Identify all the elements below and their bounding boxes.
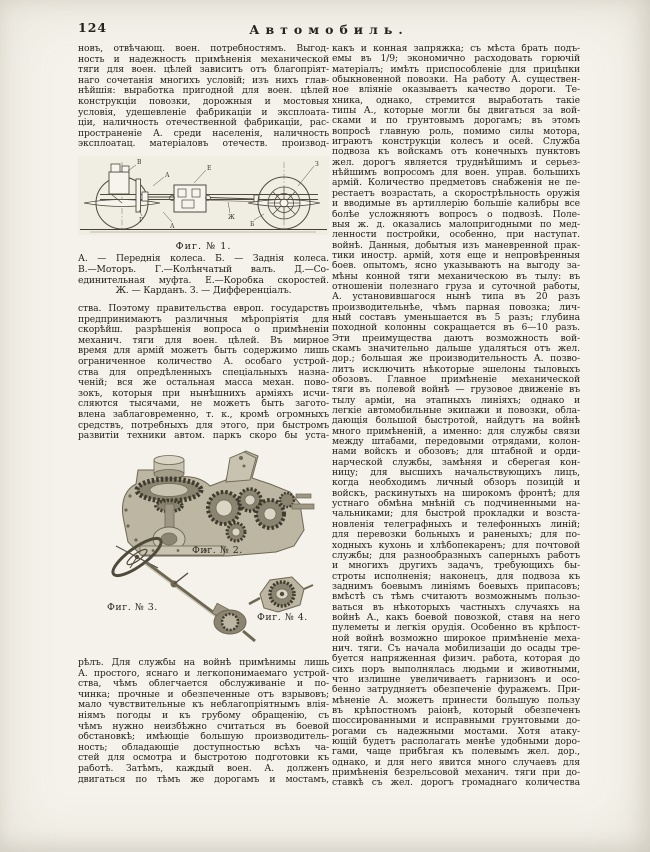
text-line: нарческой службы, замѣняя и сберегая кон- xyxy=(332,457,580,468)
text-line: рестаетъ возрастать, а скорострѣльность оружія xyxy=(332,188,580,199)
text-line: и многихъ другихъ задачъ, требующихъ бы- xyxy=(332,561,580,572)
text-line: однако, и для него явится много случаевъ для xyxy=(332,757,580,768)
text-line: емы въ 1/9; экономично расходовать горючій xyxy=(332,54,580,65)
fig1-chassis-drawing xyxy=(78,156,329,238)
right-column xyxy=(332,44,580,789)
text-line: войскъ, раскинутыхъ на широкомъ фронтѣ; для xyxy=(332,488,580,499)
text-line: рогами съ надежными мостами. Хотя атаку- xyxy=(332,726,580,737)
text-line: ницу; для высшихъ начальствующихъ лицъ, xyxy=(332,468,580,479)
text-line: боев. опытомъ, ясно указываютъ на выгоду за- xyxy=(332,261,580,272)
text-line: войнѣ. Данныя, добытыя изъ маневренной прак- xyxy=(332,240,580,251)
fig1-mark-rear-wheel: Б xyxy=(250,221,255,228)
fig1-caption xyxy=(78,254,329,297)
text-line: мало чувствительные къ неблагопріятнымъ влія- xyxy=(78,700,329,711)
text-line: матеріалъ; имѣть приспособленіе для прицѣпки xyxy=(332,64,580,75)
text-line: подвоза къ войскамъ отъ конечныхъ пунктовъ xyxy=(332,147,580,158)
text-line: ленности постройки, особенно, при наступат. xyxy=(332,230,580,241)
text-line: новленія телеграфныхъ и телефонныхъ линій; xyxy=(332,519,580,530)
figure-1 xyxy=(78,156,329,238)
text-line: что излишне увеличиваетъ гарнизонъ и осо- xyxy=(332,674,580,685)
text-line: ющій будетъ располагать менѣе удобными доро- xyxy=(332,737,580,748)
text-line: нѣйшія: выработка пригодной для воен. цѣлей xyxy=(78,86,329,97)
text-line: чальниками; для быстрой прокладки и возста- xyxy=(332,509,580,520)
text-line: ства. Поэтому правительства европ. государствъ xyxy=(78,304,329,314)
text-line: сляются тысячами, не можетъ быть загото- xyxy=(78,399,329,410)
text-line: тяги для воен. цѣлей зависитъ отъ благопріят- xyxy=(78,65,329,76)
text-line: А. — Переднія колеса. Б. — Заднія колеса. xyxy=(78,254,329,264)
text-line: устнаго обмѣна мнѣній съ подчиненными на- xyxy=(332,499,580,510)
running-title: Автомобиль. xyxy=(249,22,409,37)
text-line: пулеметы и легкія орудія. Особенно въ крѣпост- xyxy=(332,623,580,634)
text-line: вопросѣ главную роль, помимо силы мотора, xyxy=(332,126,580,137)
page-number: 124 xyxy=(78,20,108,35)
text-line: нѣйшимъ вопросомъ для воен. управ. большихъ xyxy=(332,168,580,179)
text-line: для перевозки больныхъ и раненыхъ; для по- xyxy=(332,530,580,541)
text-line: чѣмъ нужно неизбѣжно считаться въ боевой xyxy=(78,721,329,732)
text-line: мѣненіе А. можетъ принести большую пользу xyxy=(332,695,580,706)
text-line: буется напряженная физич. работа, которая до xyxy=(332,654,580,665)
text-line: время для армій можетъ быть содержимо лишь xyxy=(78,346,329,357)
text-line: тики иностр. армій, хотя еще и непровѣренныя xyxy=(332,250,580,261)
text-line: войнѣ А., какъ боевой повозкой, ставя на него xyxy=(332,612,580,623)
fig1-mark-cardan: Ж xyxy=(228,214,235,221)
text-line: какъ и конная запряжка; съ мѣста брать подъ- xyxy=(332,44,580,54)
text-line: шоссированными и исправными грунтовыми до- xyxy=(332,716,580,727)
text-line: выя ж. д. оказались малопригодными по мед- xyxy=(332,219,580,230)
fig4-caption: Фиг. № 4. xyxy=(257,612,308,623)
text-line: строты исполненія; наконецъ, для подвоза къ xyxy=(332,571,580,582)
text-line: Ж. — Карданъ. З. — Дифференціалъ. xyxy=(115,286,292,297)
text-line: обозовъ. Главное примѣненіе механической xyxy=(332,375,580,385)
text-line: ность и надежность примѣненія механической xyxy=(78,54,329,65)
left-paragraph-1 xyxy=(78,44,329,150)
text-line: конструкціи повозки, дорожныя и мостовыя xyxy=(78,97,329,108)
fig2-caption: Фиг. № 2. xyxy=(192,545,243,556)
text-line: ніямъ погоды и къ грубому обращенію, съ xyxy=(78,711,329,722)
text-line: скорѣйш. разрѣшенія вопроса о примѣненіи xyxy=(78,325,329,336)
left-paragraph-2 xyxy=(78,304,329,442)
text-line: ное вліяніе оказываетъ качество дороги. Те- xyxy=(332,85,580,96)
text-line: между штабами, передовыми отрядами, колон- xyxy=(332,437,580,448)
text-line: тылу арміи, на этапныхъ линіяхъ; однако и xyxy=(332,395,580,406)
text-line: отношеніи полезнаго груза и суточной работы, xyxy=(332,281,580,292)
text-line: мѣны конной тяги механическою въ тылу: въ xyxy=(332,271,580,282)
text-line: службы; для разнообразныхъ саперныхъ работъ xyxy=(332,550,580,561)
text-line: вмѣстѣ съ тѣмъ считаютъ возможнымъ пользо- xyxy=(332,592,580,603)
text-line: пространеніе А. среди населенія, наличность xyxy=(78,128,329,139)
text-line: много примѣненій, а именно: для службы связи xyxy=(332,426,580,437)
text-line: чинка; прочные и обезпеченные отъ взрывовъ; xyxy=(78,689,329,700)
text-line: ный составъ уменьшается въ 5 разъ; глубина xyxy=(332,312,580,323)
text-line: А. установившагося нынѣ типа въ 20 разъ xyxy=(332,292,580,303)
fig1-mark-motor: В xyxy=(137,159,142,166)
text-line: гами, чаще прибѣгая къ полевымъ жел. дор., xyxy=(332,747,580,758)
text-line: новъ, отвѣчающ. воен. потребностямъ. Выгод- xyxy=(78,44,329,54)
text-line: единительная муфта. Е.—Коробка скоростей. xyxy=(78,275,329,286)
text-line: ства, чѣмъ облегчается обслуживаніе и по- xyxy=(78,679,329,690)
text-line: играютъ конструкціи колесъ и осей. Служба xyxy=(332,137,580,148)
fig1-mark-differential: З xyxy=(315,161,319,168)
left-paragraph-3 xyxy=(78,658,329,785)
text-line: наго сочетанія многихъ условій; изъ нихъ глав- xyxy=(78,75,329,86)
text-line: заднимъ боевымъ линіямъ боевыхъ припасовъ; xyxy=(332,581,580,592)
text-line: ограниченное количество А. особаго устрой- xyxy=(78,357,329,368)
text-line: средствъ, потребныхъ для этого, при быстромъ xyxy=(78,420,329,431)
text-line: скамъ значительно дальше удаляться отъ жел. xyxy=(332,343,580,354)
text-line: сками и по грунтовымъ дорогамъ; въ этомъ xyxy=(332,116,580,127)
text-line: ставкѣ съ жел. дорогъ громаднаго количества xyxy=(332,778,580,789)
fig1-mark-front-wheel: А xyxy=(165,172,170,179)
text-line: производительнѣе, чѣмъ парная повозка; лич- xyxy=(332,302,580,313)
text-line: когда необходимъ личный обзоръ позицій и xyxy=(332,478,580,489)
text-line: ваться въ нѣкоторыхъ частныхъ случаяхъ на xyxy=(332,602,580,613)
text-line: эксплоатац. матеріаловъ отечеств. производ- xyxy=(78,139,329,150)
text-line: типы А., которые могли бы двигаться за вой- xyxy=(332,106,580,117)
text-line: и вводимые въ артиллерію большіе калибры все xyxy=(332,199,580,210)
text-line: ченій; вся же остальная масса механ. пово- xyxy=(78,378,329,389)
text-line: сихъ поръ выполнялась людьми и животными, xyxy=(332,664,580,675)
text-line: нич. тяги. Съ начала мобилизаціи до осады тре- xyxy=(332,643,580,654)
text-line: стей для осмотра и быстротою подготовки къ xyxy=(78,753,329,764)
text-line: ціи, наличность отечественной фабрикаціи, рас- xyxy=(78,118,329,129)
text-line: рѣлъ. Для службы на войнѣ примѣнимы лишь xyxy=(78,658,329,668)
text-line: предпринимаютъ различныя мѣропріятія для xyxy=(78,314,329,325)
text-line: легкіе автомобильные экипажи и повозки, обла- xyxy=(332,406,580,417)
text-line: армій. Количество предметовъ снабженія не пе- xyxy=(332,178,580,189)
text-line: въ крѣпостномъ раіонѣ, который обезпеченъ xyxy=(332,706,580,716)
text-line: двигаться по тѣмъ же дорогамъ и мостамъ, xyxy=(78,774,329,785)
fig1-mark-a2: А xyxy=(170,223,175,230)
text-line: условія, удешевленіе фабрикаціи и эксплоата- xyxy=(78,107,329,118)
text-line: влена заблаговременно, т. к., кромѣ огромныхъ xyxy=(78,410,329,421)
text-line: жел. дорогъ является труднѣйшимъ и серьез- xyxy=(332,157,580,168)
fig1-mark-gearbox: Е xyxy=(207,165,212,172)
text-line: ность; обладающіе доступностью всѣхъ ча- xyxy=(78,742,329,753)
text-line: обыкновенной повозки. На работу А. существен- xyxy=(332,75,580,86)
text-line: дающія большой быстротой, найдутъ на войнѣ xyxy=(332,416,580,427)
fig1-title: Фиг. № 1. xyxy=(175,241,232,252)
text-line: ходныхъ кухонь и хлѣбопекаренъ; для почтовой xyxy=(332,540,580,551)
text-line: работѣ. Затѣмъ, каждый воен. А. долженъ xyxy=(78,764,329,775)
text-line: литъ исключить нѣкоторые эшелоны тыловыхъ xyxy=(332,364,580,375)
fig3-caption: Фиг. № 3. xyxy=(107,602,158,613)
figures-2-3-4 xyxy=(78,446,330,654)
text-line: развитіи техники автом. паркъ скоро бы уста- xyxy=(78,431,329,442)
text-line: ной войнѣ возможно широкое примѣненіе меха- xyxy=(332,633,580,644)
fig1-mark-crankshaft: Г xyxy=(139,217,143,224)
text-line: хника, однако, стремится выработать такіе xyxy=(332,95,580,106)
text-line: обстановкѣ; имѣющіе большую производитель- xyxy=(78,732,329,743)
text-line: дор.; большая же производительность А. позво- xyxy=(332,354,580,365)
text-line: механич. тяги для воен. цѣлей. Въ мирное xyxy=(78,335,329,346)
text-line: А. простого, яснаго и легкопонимаемаго устрой- xyxy=(78,668,329,679)
text-line: примѣненія безрельсовой механич. тяги при до- xyxy=(332,768,580,779)
text-line: ства для опредѣленныхъ спеціальныхъ назна- xyxy=(78,367,329,378)
text-line: нами войскъ и обозовъ; для штабной и орди- xyxy=(332,447,580,458)
text-line: зокъ, которыя при нынѣшнихъ арміяхъ исчи- xyxy=(78,388,329,399)
text-line: В.—Моторъ. Г.—Колѣнчатый валъ. Д.—Со- xyxy=(78,264,329,275)
text-line: Эти преимущества даютъ возможность вой- xyxy=(332,333,580,344)
text-line: болѣе усложняютъ вопросъ о подвозѣ. Поле- xyxy=(332,209,580,220)
text-line: походной колонны сокращается въ 6—10 разъ. xyxy=(332,323,580,334)
text-line: тяги въ полевой войнѣ — грузовое движеніе въ xyxy=(332,385,580,396)
fig4-gear-unit-drawing xyxy=(249,577,313,612)
text-line: бенно затрудняетъ обезпеченіе фуражемъ. При- xyxy=(332,685,580,696)
